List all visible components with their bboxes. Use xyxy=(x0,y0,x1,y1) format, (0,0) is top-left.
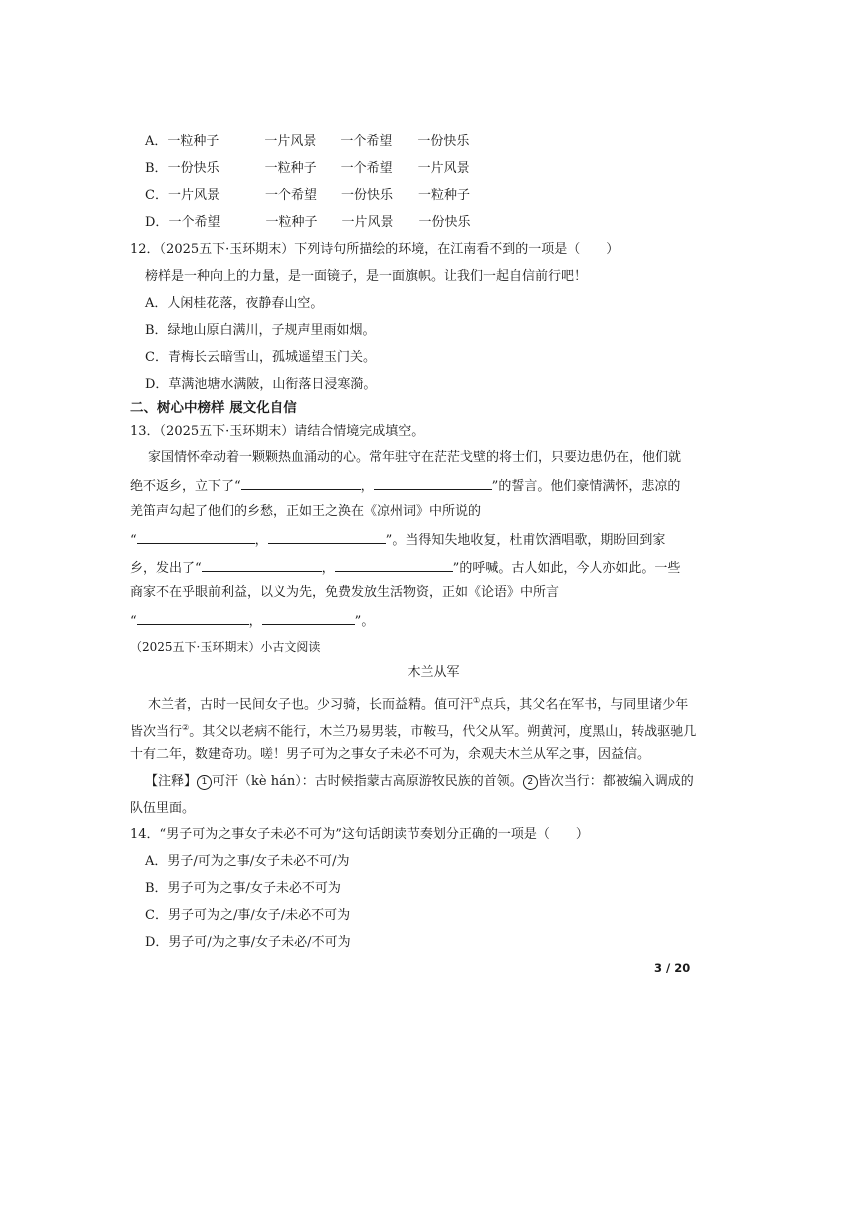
q13-passage-line-6: 商家不在乎眼前利益，以义为先，免费发放生活物资，正如《论语》中所言 xyxy=(130,585,560,600)
q11-option-c: C．一片风景 一个希望 一份快乐 一粒种子 xyxy=(145,188,470,203)
q11-option-b: B．一份快乐 一粒种子 一个希望 一片风景 xyxy=(145,161,470,176)
answer-blank[interactable] xyxy=(137,611,249,625)
q12-option-a: A．人闲桂花落，夜静春山空。 xyxy=(145,296,324,311)
reading-intro: （2025五下·玉环期末）小古文阅读 xyxy=(130,640,321,654)
q12-option-d: D．草满池塘水满陂，山衔落日浸寒漪。 xyxy=(145,377,377,392)
q14-option-a: A．男子/可为之事/女子未必不可/为 xyxy=(145,854,350,869)
answer-blank[interactable] xyxy=(268,530,386,544)
answer-blank[interactable] xyxy=(262,611,355,625)
q13-passage-line-7: “ ， ”。 xyxy=(130,611,374,631)
page-number: 3 / 20 xyxy=(654,961,691,975)
reading-paragraph-line-1: 木兰者，古时一民间女子也。少习骑，长而益精。值可汗①点兵，其父名在军书，与同里诸少年 xyxy=(148,696,689,713)
q13-passage-line-4: “ ， ”。当得知失地收复，杜甫饮酒唱歌，期盼回到家 xyxy=(130,530,665,550)
q14-stem: 14．“男子可为之事女子未必不可为”这句话朗读节奏划分正确的一项是（ ） xyxy=(130,827,589,842)
q12-stem: 12．（2025五下·玉环期末）下列诗句所描绘的环境，在江南看不到的一项是（ ） xyxy=(130,242,620,257)
section-heading: 二、树心中榜样 展文化自信 xyxy=(130,400,297,416)
q14-option-b: B．男子可为之事/女子未必不可为 xyxy=(145,881,341,896)
answer-blank[interactable] xyxy=(202,558,322,572)
q12-option-c: C．青梅长云暗雪山，孤城遥望玉门关。 xyxy=(145,350,376,365)
q11-option-a: A．一粒种子 一片风景 一个希望 一份快乐 xyxy=(145,134,470,149)
q13-passage-line-3: 羌笛声勾起了他们的乡愁，正如王之涣在《凉州词》中所说的 xyxy=(130,504,482,519)
q13-passage-line-1: 家国情怀牵动着一颗颗热血涌动的心。常年驻守在茫茫戈壁的将士们，只要边患仍在，他们就 xyxy=(148,450,682,465)
reading-title: 木兰从军 xyxy=(407,665,460,680)
q13-stem: 13．（2025五下·玉环期末）请结合情境完成填空。 xyxy=(130,424,425,439)
answer-blank[interactable] xyxy=(374,476,492,490)
q12-option-b: B．绿地山原白满川，子规声里雨如烟。 xyxy=(145,323,376,338)
q14-option-d: D．男子可/为之事/女子未必/不可为 xyxy=(145,935,351,950)
q11-option-d: D．一个希望 一粒种子 一片风景 一份快乐 xyxy=(145,215,471,230)
answer-blank[interactable] xyxy=(137,530,255,544)
reading-notes: 【注释】 1 可汗（kè hán）：古时候指蒙古高原游牧民族的首领。 2 皆次当行：都被编入调成的 xyxy=(145,774,694,789)
reading-notes-continued: 队伍里面。 xyxy=(130,801,196,816)
q12-context: 榜样是一种向上的力量，是一面镜子，是一面旗帜。让我们一起自信前行吧！ xyxy=(145,269,588,284)
reading-paragraph-line-3: 十有二年，数建奇功。嗟！男子可为之事女子未必不可为，余观夫木兰从军之事，因益信。 xyxy=(130,747,651,762)
q13-passage-line-5: 乡，发出了“ ， ”的呼喊。古人如此，今人亦如此。一些 xyxy=(130,558,680,578)
answer-blank[interactable] xyxy=(335,558,453,572)
note-number-2: 2 xyxy=(523,775,538,790)
note-number-1: 1 xyxy=(197,775,212,790)
q13-passage-line-2: 绝不返乡，立下了“ ， ”的誓言。他们豪情满怀，悲凉的 xyxy=(130,476,680,496)
q14-option-c: C．男子可为之/事/女子/未必不可为 xyxy=(145,908,351,923)
reading-paragraph-line-2: 皆次当行②。其父以老病不能行，木兰乃易男装，市鞍马，代父从军。朔黄河，度黑山，转战驱驰几 xyxy=(130,723,697,740)
answer-blank[interactable] xyxy=(241,476,361,490)
